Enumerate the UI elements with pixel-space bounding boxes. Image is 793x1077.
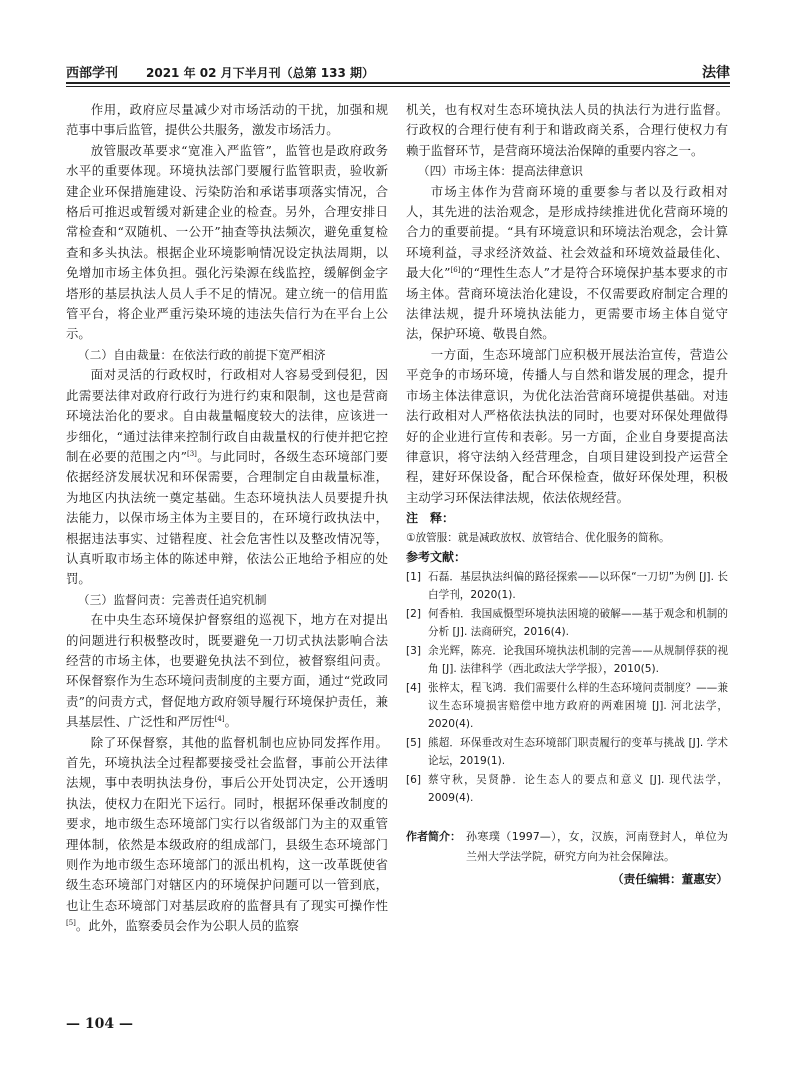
reference-text: 熊超．环保垂改对生态环境部门职责履行的变革与挑战 [J]. 学术论坛，2019(1). — [428, 736, 728, 767]
issue-info: 2021 年 02 月下半月刊（总第 133 期） — [146, 66, 375, 80]
body-paragraph — [66, 610, 388, 732]
paragraph-text: 除了环保督察，其他的监督机制也应协同发挥作用。首先，环境执法全过程都要接受社会监督，事前公开法律法规，事中表明执法身份，事后公开处罚决定，公开透明执法，使权力在阳光下运行。同时，根据环保垂改制度的要求，地市级生态环境部门实行以省级部门为主的双重管理体制，依然是本级政府的组成部门，县级生态环境部门则作为地市级生态环境部门的派出机构，这一改革既使省级生态环境部门对辖区内的环境保护问题可以一管到底，也让生态环境部门对基层政府的监督具有了现实可操作性 — [66, 734, 388, 913]
paragraph-text: 机关，也有权对生态环境执法人员的执法行为进行监督。行政权的合理行使有利于和谐政商关系，合理行使权力有赖于监督环节，是营商环境法治保障的重要内容之一。 — [406, 102, 728, 158]
paragraph-text: 作用，政府应尽量减少对市场活动的干扰，加强和规范事中事后监管，提供公共服务，激发市场活力。 — [66, 102, 388, 138]
reference-text: 余光辉，陈亮．论我国环境执法机制的完善——从规制俘获的视角 [J]. 法律科学（西北政法大学学报），2010(5). — [428, 644, 728, 675]
left-column — [66, 100, 388, 937]
author-bio-label: 作者简介： — [406, 829, 461, 843]
reference-text: 石磊．基层执法纠偏的路径探索——以环保“一刀切”为例 [J]. 长白学刊，2020(1). — [428, 570, 728, 601]
reference-item — [406, 734, 728, 770]
editor-credit: （责任编辑：董惠安） — [612, 871, 728, 886]
references-list — [406, 568, 728, 807]
reference-text: 蔡守秋，吴贤静．论生态人的要点和意义 [J]. 现代法学，2009(4). — [428, 773, 728, 804]
page-header — [66, 58, 730, 84]
paragraph-text: 面对灵活的行政权时，行政相对人容易受到侵犯，因此需要法律对政府行政行为进行约束和限制，这也是营商环境法治化的要求。自由裁量幅度较大的法律，应该进一步细化，“通过法律来控制行政自由裁量权的行使并把它控制在必要的范围之内” — [66, 367, 388, 464]
paragraph-text: 一方面，生态环境部门应积极开展法治宣传，营造公平竞争的市场环境，传播人与自然和谐发展的理念，提升市场主体法律意识，为优化法治营商环境提供基础。对违法行政相对人严格依法执法的同时，也要对环保处理做得好的企业进行宣传和表彰。另一方面，企业自身要提高法律意识，将守法纳入经营理念，自项目建设到投产运营全程，建好环保设备，配合环保检查，做好环保处理，积极主动学习环保法律法规，依法依规经营。 — [406, 346, 728, 505]
reference-number: [2] — [406, 607, 422, 620]
body-paragraph — [406, 345, 728, 508]
author-bio — [406, 827, 728, 867]
note-item: ①放管服：就是减政放权、放管结合、优化服务的简称。 — [406, 531, 670, 544]
body-paragraph — [66, 365, 388, 589]
reference-number: [4] — [406, 681, 422, 694]
reference-item — [406, 679, 728, 733]
reference-item — [406, 605, 728, 641]
citation-marker: [6] — [450, 266, 461, 275]
body-paragraph — [66, 141, 388, 345]
right-column-body — [406, 100, 728, 508]
reference-number: [3] — [406, 644, 422, 657]
body-paragraph — [406, 182, 728, 345]
journal-name: 西部学刊 — [66, 66, 119, 81]
subsection-heading — [66, 345, 388, 365]
references-title: 参考文献： — [406, 549, 467, 564]
body-paragraph — [66, 100, 388, 141]
reference-number: [5] — [406, 736, 422, 749]
citation-marker: [4] — [214, 715, 225, 724]
header-rule-thick — [66, 82, 730, 84]
reference-item — [406, 771, 728, 807]
reference-item — [406, 642, 728, 678]
subsection-heading — [406, 161, 728, 181]
citation-marker: [3] — [187, 449, 197, 458]
paragraph-text: （二）自由裁量：在依法行政的前提下宽严相济 — [77, 347, 326, 362]
paragraph-text: 在中央生态环境保护督察组的巡视下，地方在对提出的问题进行积极整改时，既要避免一刀切式执法影响合法经营的市场主体，也要避免执法不到位，被督察组问责。环保督察作为生态环境问责制度的主要方面，通过“党政同责”的问责方式，督促地方政府领导履行环境保护责任，兼具基层性、广泛性和严厉性 — [66, 612, 388, 730]
paragraph-text: 放管服改革要求“宽准入严监管”，监管也是政府政务水平的重要体现。环境执法部门要履行监管职责，验收新建企业环保措施建设、污染防治和承诺事项落实情况，合格后可推迟或暂缓对新建企业的检查。另外，合理安排日常检查和“双随机、一公开”抽查等执法频次，避免重复检查和多头执法。根据企业环境影响情况设定执法周期，以免增加市场主体负担。强化污染源在线监控，缓解倒金字塔形的基层执法人员人手不足的情况。建立统一的信用监管平台，将企业严重污染环境的违法失信行为在平台上公示。 — [66, 142, 388, 342]
body-paragraph — [66, 733, 388, 937]
paragraph-text: （四）市场主体：提高法律意识 — [417, 164, 583, 179]
citation-marker: [5] — [66, 919, 76, 928]
body-paragraph — [406, 100, 728, 161]
reference-item — [406, 568, 728, 604]
section-name: 法律 — [702, 65, 730, 81]
reference-number: [6] — [406, 773, 422, 786]
header-rule-thin — [66, 86, 730, 87]
reference-number: [1] — [406, 570, 422, 583]
paragraph-text: （三）监督问责：完善责任追究机制 — [77, 592, 267, 607]
paragraph-text-cont: 的“理性生态人”才是符合环境保护基本要求的市场主体。营商环境法治化建设，不仅需要政府制定合理的法律法规，提升环境执法能力，更需要市场主体自觉守法，保护环境、敬畏自然。 — [406, 265, 728, 342]
notes-title: 注 释： — [406, 511, 455, 526]
right-column — [406, 100, 728, 889]
page-number: — 104 — — [66, 1016, 133, 1032]
paragraph-text-cont: 。 — [224, 714, 237, 730]
notes-list — [406, 529, 728, 547]
author-bio-text: 孙寒璞（1997—），女，汉族，河南登封人，单位为兰州大学法学院，研究方向为社会保障法。 — [466, 829, 728, 863]
reference-text: 何香柏．我国威慑型环境执法困境的破解——基于观念和机制的分析 [J]. 法商研究，2016(4). — [428, 607, 728, 638]
subsection-heading — [66, 590, 388, 610]
reference-text: 张梓太，程飞鸿．我们需要什么样的生态环境问责制度？——兼议生态环境损害赔偿中地方政府的两难困境 [J]. 河北法学，2020(4). — [428, 681, 728, 730]
paragraph-text-cont: 。与此同时，各级生态环境部门要依据经济发展状况和环保需要，合理制定自由裁量标准，为地区内执法统一奠定基础。生态环境执法人员要提升执法能力，以保市场主体为主要目的，在环境行政执法中，根据违法事实、过错程度、社会危害性以及整改情况等，认真听取市场主体的陈述申辩，依法公正地给予相应的处罚。 — [66, 448, 389, 587]
paragraph-text: 市场主体作为营商环境的重要参与者以及行政相对人，其先进的法治观念，是形成持续推进优化营商环境的合力的重要前提。“具有环境意识和环境法治观念，会计算环境利益，寻求经济效益、社会效益和环境效益最佳化、最大化” — [406, 183, 728, 281]
paragraph-text-cont: 。此外，监察委员会作为公职人员的监察 — [75, 918, 299, 934]
